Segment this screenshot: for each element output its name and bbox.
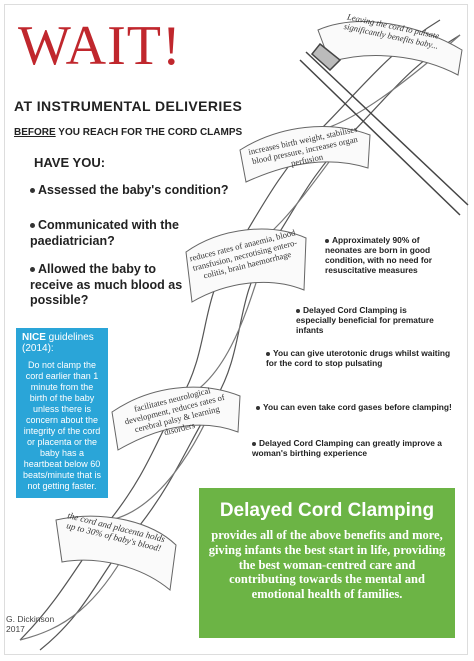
fact-item bbox=[296, 305, 446, 335]
nice-guidelines-box bbox=[16, 328, 108, 498]
delayed-cord-clamping-box bbox=[199, 488, 455, 638]
bullet-icon bbox=[30, 267, 35, 272]
nice-title bbox=[22, 332, 102, 354]
author-year: 2017 bbox=[6, 624, 25, 635]
ribbon-text: increases birth weight, stabilises blood pressure, increases organ perfusion bbox=[247, 123, 359, 168]
fact-text: Approximately 90% of neonates are born in good condition, with no need for resuscitative measures bbox=[325, 235, 433, 276]
bullet-icon bbox=[252, 442, 256, 446]
page-subtitle: AT INSTRUMENTAL DELIVERIES bbox=[14, 98, 243, 114]
fact-item bbox=[325, 235, 455, 275]
bullet-icon bbox=[296, 309, 300, 313]
fact-item bbox=[256, 402, 461, 412]
nice-title-rest: guidelines (2014): bbox=[22, 332, 94, 354]
question-text: Assessed the baby's condition? bbox=[38, 183, 229, 197]
question-item bbox=[30, 218, 200, 249]
ribbon-text: Leaving the cord to pulsate significantly benefits baby... bbox=[343, 11, 441, 51]
before-rest: YOU REACH FOR THE CORD CLAMPS bbox=[55, 127, 243, 138]
have-you-heading: HAVE YOU: bbox=[34, 155, 106, 170]
fact-item bbox=[252, 438, 452, 458]
nice-title-bold: NICE bbox=[22, 332, 46, 343]
bullet-icon bbox=[30, 188, 35, 193]
fact-text: Delayed Cord Clamping is especially beneficial for premature infants bbox=[296, 305, 434, 336]
bullet-icon bbox=[256, 406, 260, 410]
fact-text: You can give uterotonic drugs whilst waiting for the cord to stop pulsating bbox=[266, 348, 451, 369]
page-title: WAIT! bbox=[18, 15, 182, 77]
before-instruction bbox=[14, 127, 242, 138]
question-text: Allowed the baby to receive as much blood as possible? bbox=[30, 262, 183, 308]
fact-text: Delayed Cord Clamping can greatly improve a woman's birthing experience bbox=[252, 438, 442, 459]
fact-item bbox=[266, 348, 456, 368]
ribbon-text: facilitates neurological development, reduces rates of cerebral palsy & learning disorders bbox=[123, 385, 226, 437]
question-item bbox=[30, 262, 190, 309]
bullet-icon bbox=[325, 239, 329, 243]
bullet-icon bbox=[266, 352, 270, 356]
author-credit bbox=[6, 614, 54, 634]
green-box-text: provides all of the above benefits and more, giving infants the best start in life, providing the best woman-centred care and contributing towards the mental and emotional health of families. bbox=[208, 528, 446, 601]
green-box-title: Delayed Cord Clamping bbox=[219, 500, 435, 521]
nice-text: Do not clamp the cord earlier than 1 minute from the birth of the baby unless there is concern about the integrity of the cord or placenta or the baby has a heartbeat below 60 beats/minute that is not getting faster. bbox=[22, 360, 102, 491]
ribbon-text: the cord and placenta holds up to 30% of baby's blood! bbox=[65, 510, 167, 554]
question-text: Communicated with the paediatrician? bbox=[30, 218, 179, 248]
author-name: G. Dickinson bbox=[6, 614, 55, 624]
bullet-icon bbox=[30, 223, 35, 228]
fact-text: You can even take cord gases before clamping! bbox=[263, 402, 452, 412]
ribbon-text: reduces rates of anaemia, blood transfusion, necrotising entero-colitis, brain haemorrhage bbox=[188, 227, 298, 281]
before-emphasis: BEFORE bbox=[14, 127, 56, 138]
question-item bbox=[30, 183, 230, 199]
